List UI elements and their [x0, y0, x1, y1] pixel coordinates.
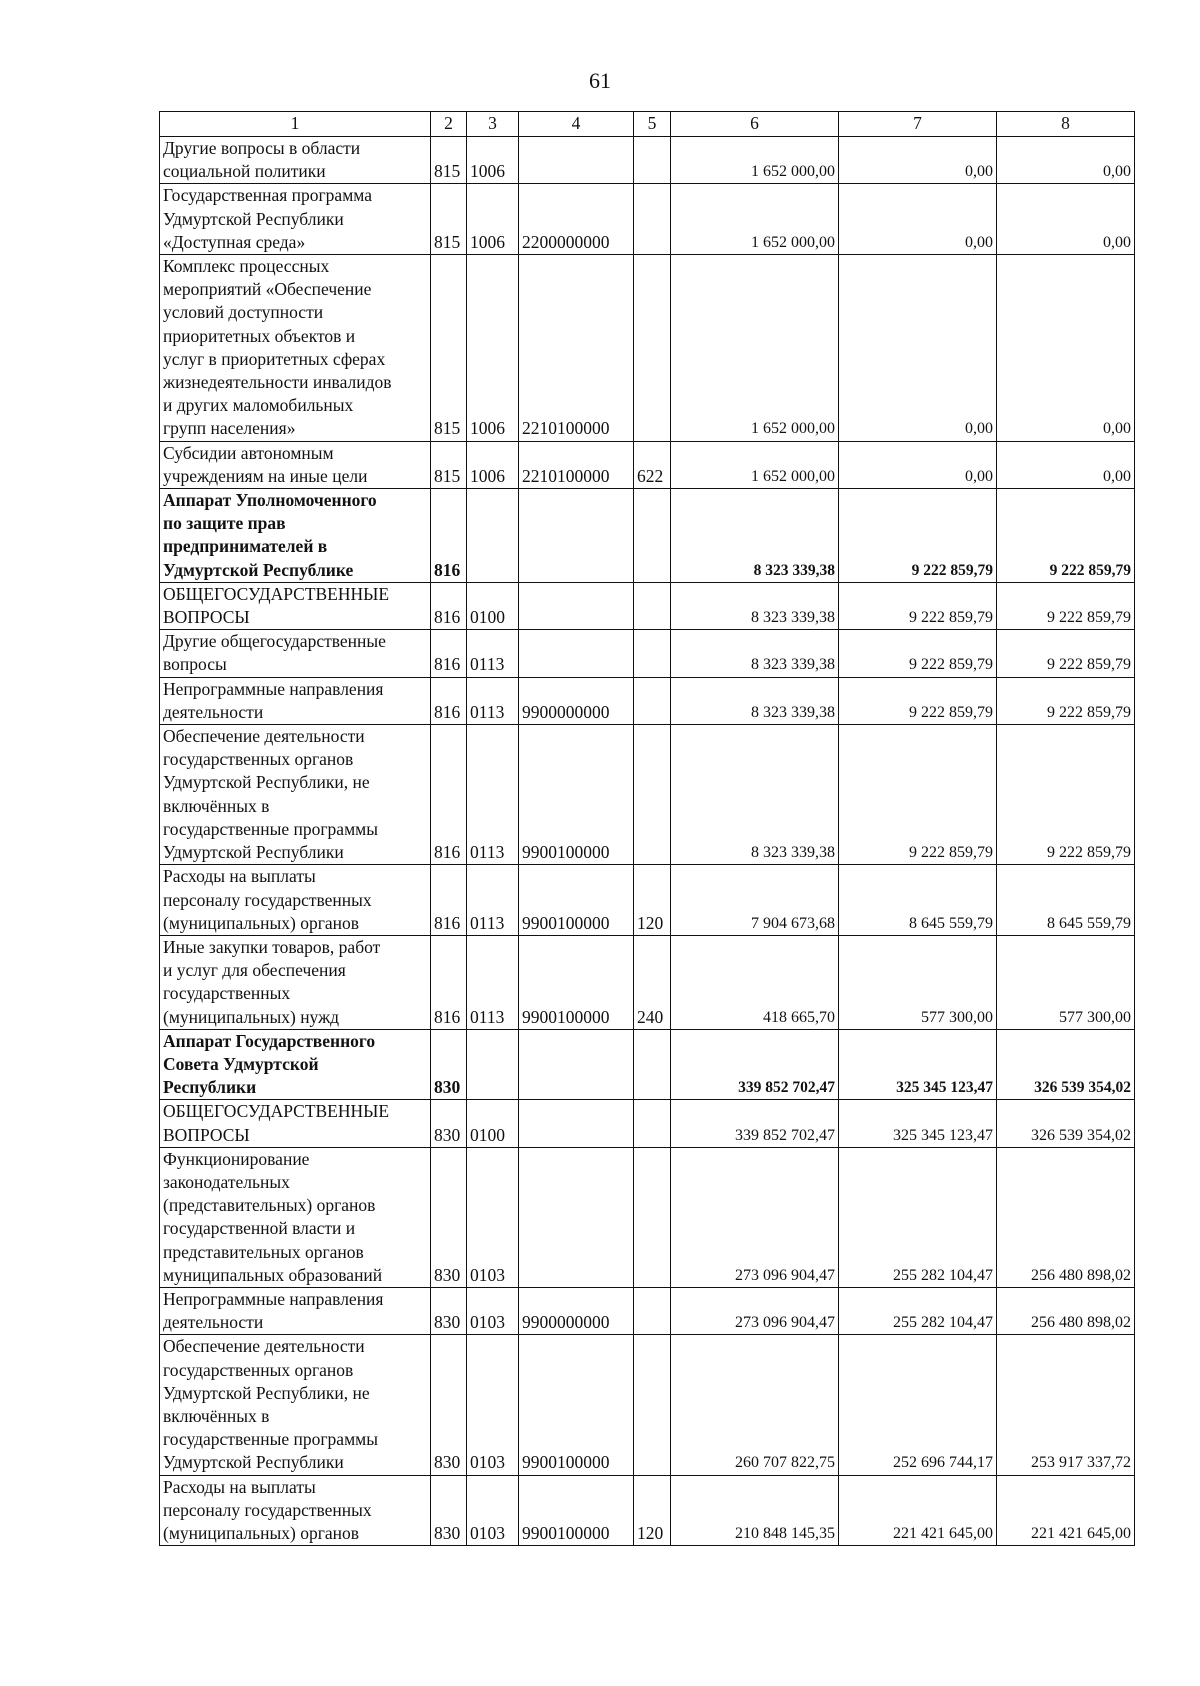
- code-section: 0113: [467, 725, 519, 865]
- amount-col-8: 0,00: [997, 184, 1135, 255]
- table-row: [160, 725, 1135, 865]
- code-section: 0113: [467, 935, 519, 1029]
- amount-col-7: 9 222 859,79: [839, 582, 997, 629]
- code-expense-type: [634, 184, 671, 255]
- header-cell: 6: [671, 112, 839, 137]
- amount-col-6: 273 096 904,47: [671, 1147, 839, 1287]
- code-target: 9900000000: [519, 1287, 634, 1334]
- table-row: [160, 255, 1135, 442]
- code-ministry: 830: [431, 1147, 467, 1287]
- code-expense-type: [634, 1100, 671, 1147]
- code-ministry: 815: [431, 137, 467, 184]
- code-expense-type: [634, 1287, 671, 1334]
- amount-col-7: 0,00: [839, 184, 997, 255]
- item-name: Государственная программа Удмуртской Республики «Доступная среда»: [160, 184, 431, 255]
- item-name: Непрограммные направления деятельности: [160, 1287, 431, 1334]
- amount-col-8: 256 480 898,02: [997, 1287, 1135, 1334]
- amount-col-8: 9 222 859,79: [997, 582, 1135, 629]
- code-section: 0103: [467, 1475, 519, 1546]
- code-target: 9900100000: [519, 865, 634, 936]
- item-name: Другие вопросы в области социальной политики: [160, 137, 431, 184]
- code-expense-type: 622: [634, 441, 671, 488]
- code-expense-type: 240: [634, 935, 671, 1029]
- item-name: Другие общегосударственные вопросы: [160, 630, 431, 677]
- item-name: Комплекс процессных мероприятий «Обеспечение условий доступности приоритетных объектов и услуг в приоритетных сферах жизнедеятельности инвалидов и других маломобильных групп населения»: [160, 255, 431, 442]
- code-target: [519, 489, 634, 583]
- code-section: 0103: [467, 1287, 519, 1334]
- code-section: 0103: [467, 1335, 519, 1475]
- code-expense-type: [634, 489, 671, 583]
- amount-col-8: 577 300,00: [997, 935, 1135, 1029]
- amount-col-6: 1 652 000,00: [671, 137, 839, 184]
- amount-col-7: 221 421 645,00: [839, 1475, 997, 1546]
- code-section: 0100: [467, 1100, 519, 1147]
- amount-col-7: 0,00: [839, 137, 997, 184]
- code-section: 1006: [467, 441, 519, 488]
- code-expense-type: [634, 1147, 671, 1287]
- amount-col-8: 221 421 645,00: [997, 1475, 1135, 1546]
- amount-col-8: 9 222 859,79: [997, 630, 1135, 677]
- code-section: 0113: [467, 865, 519, 936]
- amount-col-6: 1 652 000,00: [671, 184, 839, 255]
- code-target: 2210100000: [519, 255, 634, 442]
- code-expense-type: [634, 582, 671, 629]
- code-ministry: 830: [431, 1287, 467, 1334]
- item-name: ОБЩЕГОСУДАРСТВЕННЫЕ ВОПРОСЫ: [160, 582, 431, 629]
- header-cell: 7: [839, 112, 997, 137]
- code-expense-type: [634, 255, 671, 442]
- amount-col-7: 9 222 859,79: [839, 725, 997, 865]
- table-body: [160, 137, 1135, 1546]
- amount-col-6: 418 665,70: [671, 935, 839, 1029]
- amount-col-6: 8 323 339,38: [671, 489, 839, 583]
- code-target: 9900100000: [519, 1335, 634, 1475]
- table-row: [160, 677, 1135, 724]
- item-name: Аппарат Государственного Совета Удмуртской Республики: [160, 1029, 431, 1100]
- code-ministry: 815: [431, 441, 467, 488]
- code-ministry: 816: [431, 582, 467, 629]
- table-row: [160, 441, 1135, 488]
- table-row: [160, 630, 1135, 677]
- code-target: [519, 1147, 634, 1287]
- item-name: Аппарат Уполномоченного по защите прав предпринимателей в Удмуртской Республике: [160, 489, 431, 583]
- code-target: [519, 582, 634, 629]
- table-row: [160, 935, 1135, 1029]
- header-cell: 1: [160, 112, 431, 137]
- page-number: 61: [589, 68, 611, 93]
- table-row: [160, 1147, 1135, 1287]
- table-row: [160, 137, 1135, 184]
- header-row: [160, 112, 1135, 137]
- code-ministry: 816: [431, 865, 467, 936]
- code-section: [467, 489, 519, 583]
- code-expense-type: [634, 1029, 671, 1100]
- table-row: [160, 1475, 1135, 1546]
- item-name: Непрограммные направления деятельности: [160, 677, 431, 724]
- code-section: 0113: [467, 677, 519, 724]
- code-target: 2200000000: [519, 184, 634, 255]
- header-cell: 5: [634, 112, 671, 137]
- amount-col-7: 255 282 104,47: [839, 1147, 997, 1287]
- amount-col-7: 9 222 859,79: [839, 677, 997, 724]
- item-name: Расходы на выплаты персоналу государственных (муниципальных) органов: [160, 1475, 431, 1546]
- table-row: [160, 1287, 1135, 1334]
- amount-col-8: 253 917 337,72: [997, 1335, 1135, 1475]
- amount-col-8: 256 480 898,02: [997, 1147, 1135, 1287]
- code-target: [519, 630, 634, 677]
- table-row: [160, 865, 1135, 936]
- amount-col-7: 0,00: [839, 441, 997, 488]
- amount-col-7: 325 345 123,47: [839, 1100, 997, 1147]
- table-row: [160, 1335, 1135, 1475]
- code-ministry: 830: [431, 1029, 467, 1100]
- amount-col-7: 9 222 859,79: [839, 489, 997, 583]
- code-ministry: 816: [431, 489, 467, 583]
- amount-col-6: 1 652 000,00: [671, 255, 839, 442]
- table-row: [160, 582, 1135, 629]
- code-target: [519, 137, 634, 184]
- code-expense-type: 120: [634, 865, 671, 936]
- header-cell: 4: [519, 112, 634, 137]
- amount-col-8: 0,00: [997, 137, 1135, 184]
- header-cell: 2: [431, 112, 467, 137]
- header-cell: 8: [997, 112, 1135, 137]
- code-ministry: 816: [431, 630, 467, 677]
- code-target: 2210100000: [519, 441, 634, 488]
- amount-col-6: 273 096 904,47: [671, 1287, 839, 1334]
- code-target: [519, 1029, 634, 1100]
- code-ministry: 830: [431, 1475, 467, 1546]
- code-ministry: 830: [431, 1100, 467, 1147]
- item-name: Функционирование законодательных (представительных) органов государственной власти и представительных органов муниципальных образований: [160, 1147, 431, 1287]
- code-target: [519, 1100, 634, 1147]
- code-section: 0100: [467, 582, 519, 629]
- code-expense-type: [634, 725, 671, 865]
- amount-col-6: 339 852 702,47: [671, 1100, 839, 1147]
- amount-col-8: 326 539 354,02: [997, 1100, 1135, 1147]
- code-expense-type: [634, 677, 671, 724]
- amount-col-6: 210 848 145,35: [671, 1475, 839, 1546]
- code-ministry: 815: [431, 184, 467, 255]
- code-section: 1006: [467, 255, 519, 442]
- amount-col-7: 8 645 559,79: [839, 865, 997, 936]
- amount-col-6: 7 904 673,68: [671, 865, 839, 936]
- item-name: Субсидии автономным учреждениям на иные цели: [160, 441, 431, 488]
- table-row: [160, 1100, 1135, 1147]
- amount-col-7: 252 696 744,17: [839, 1335, 997, 1475]
- amount-col-6: 260 707 822,75: [671, 1335, 839, 1475]
- amount-col-8: 9 222 859,79: [997, 677, 1135, 724]
- code-expense-type: [634, 1335, 671, 1475]
- code-target: 9900100000: [519, 725, 634, 865]
- item-name: Обеспечение деятельности государственных органов Удмуртской Республики, не включённых в государственные программы Удмуртской Республики: [160, 1335, 431, 1475]
- amount-col-8: 8 645 559,79: [997, 865, 1135, 936]
- code-ministry: 830: [431, 1335, 467, 1475]
- code-expense-type: [634, 137, 671, 184]
- code-target: 9900100000: [519, 1475, 634, 1546]
- amount-col-8: 326 539 354,02: [997, 1029, 1135, 1100]
- code-section: 1006: [467, 184, 519, 255]
- item-name: Обеспечение деятельности государственных органов Удмуртской Республики, не включённых в государственные программы Удмуртской Республики: [160, 725, 431, 865]
- amount-col-7: 9 222 859,79: [839, 630, 997, 677]
- code-expense-type: [634, 630, 671, 677]
- amount-col-6: 1 652 000,00: [671, 441, 839, 488]
- amount-col-8: 0,00: [997, 255, 1135, 442]
- table-row: [160, 1029, 1135, 1100]
- item-name: ОБЩЕГОСУДАРСТВЕННЫЕ ВОПРОСЫ: [160, 1100, 431, 1147]
- code-section: 1006: [467, 137, 519, 184]
- amount-col-8: 0,00: [997, 441, 1135, 488]
- amount-col-8: 9 222 859,79: [997, 489, 1135, 583]
- code-ministry: 816: [431, 677, 467, 724]
- amount-col-7: 0,00: [839, 255, 997, 442]
- code-target: 9900100000: [519, 935, 634, 1029]
- header-cell: 3: [467, 112, 519, 137]
- code-ministry: 816: [431, 935, 467, 1029]
- amount-col-6: 8 323 339,38: [671, 677, 839, 724]
- amount-col-6: 8 323 339,38: [671, 630, 839, 677]
- code-section: 0103: [467, 1147, 519, 1287]
- code-target: 9900000000: [519, 677, 634, 724]
- code-section: [467, 1029, 519, 1100]
- item-name: Иные закупки товаров, работ и услуг для обеспечения государственных (муниципальных) нужд: [160, 935, 431, 1029]
- item-name: Расходы на выплаты персоналу государственных (муниципальных) органов: [160, 865, 431, 936]
- table-row: [160, 489, 1135, 583]
- amount-col-6: 339 852 702,47: [671, 1029, 839, 1100]
- code-ministry: 816: [431, 725, 467, 865]
- amount-col-7: 577 300,00: [839, 935, 997, 1029]
- code-ministry: 815: [431, 255, 467, 442]
- amount-col-7: 255 282 104,47: [839, 1287, 997, 1334]
- code-section: 0113: [467, 630, 519, 677]
- amount-col-8: 9 222 859,79: [997, 725, 1135, 865]
- budget-table: [159, 111, 1135, 1546]
- table-row: [160, 184, 1135, 255]
- amount-col-7: 325 345 123,47: [839, 1029, 997, 1100]
- code-expense-type: 120: [634, 1475, 671, 1546]
- amount-col-6: 8 323 339,38: [671, 725, 839, 865]
- amount-col-6: 8 323 339,38: [671, 582, 839, 629]
